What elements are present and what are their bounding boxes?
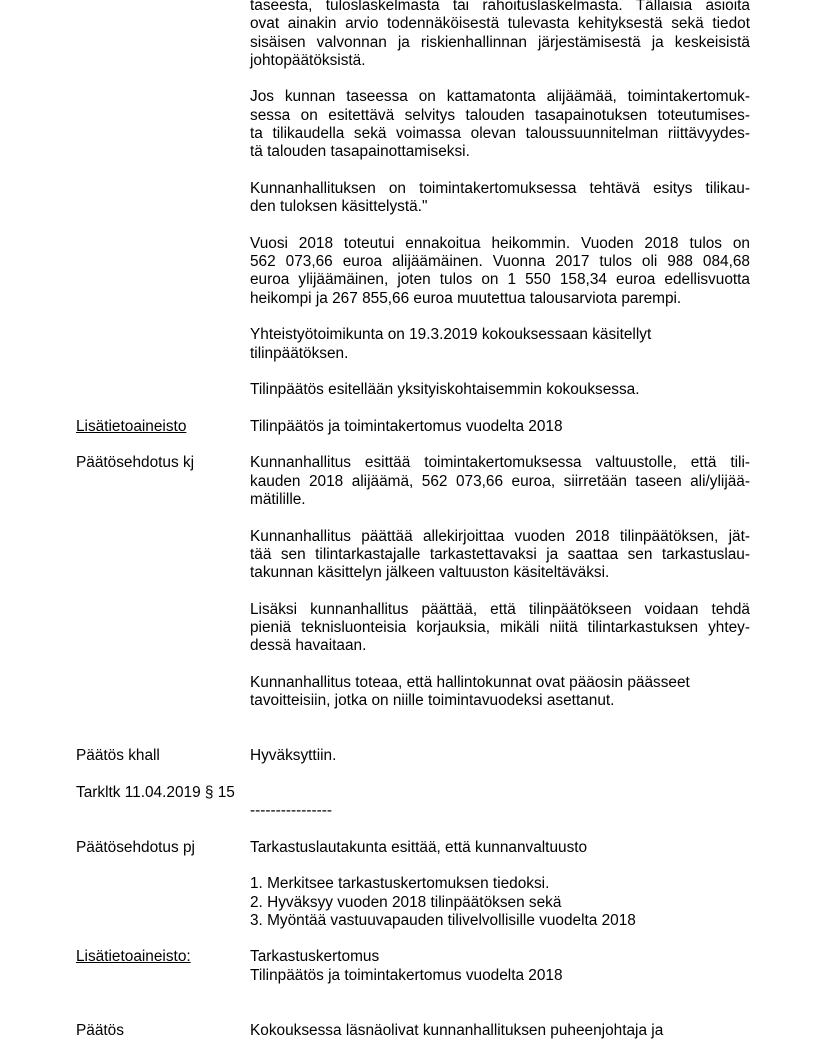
- text-line: sisäisen valvonnan ja riskienhallinnan järjestämisestä ja keskeisistä: [250, 33, 750, 51]
- text-line: Tilinpäätös esitellään yksityiskohtaisemmin kokouksessa.: [250, 381, 640, 399]
- intro-paragraph-4: [250, 235, 750, 308]
- intro-paragraph-5: [250, 326, 750, 363]
- intro-paragraph-6: [250, 381, 750, 399]
- intro-paragraph-1: [250, 0, 750, 70]
- kj-paragraph-3: [250, 601, 750, 656]
- paatosehdotus-pj-label: Päätösehdotus pj: [76, 838, 195, 856]
- lisatietoaineisto-label: Lisätietoaineisto: [76, 417, 187, 435]
- text-line: taseesta, tuloslaskelmasta tai rahoituslaskelmasta. Tällaisia asioita: [250, 0, 750, 14]
- list-item: 1. Merkitsee tarkastuskertomuksen tiedoksi.: [250, 875, 550, 893]
- lisatietoaineisto-2-section: [0, 948, 816, 985]
- text-line: takunnan käsittelyn jälkeen valtuuston käsiteltäväksi.: [250, 564, 610, 582]
- text-line: tää sen tilintarkastajalle tarkastettavaksi ja saattaa sen tarkastuslau-: [250, 545, 750, 563]
- intro-paragraph-2: [250, 88, 750, 161]
- text-line: Kunnanhallitus esittää toimintakertomuksessa valtuustolle, että tili-: [250, 454, 750, 472]
- text-line: johtopäätöksistä.: [250, 51, 366, 69]
- kj-paragraph-2: [250, 528, 750, 583]
- text-line: Kunnanhallitus toteaa, että hallintokunnat ovat pääosin päässeet: [250, 673, 690, 691]
- text-line: ta tilikaudella sekä voimassa olevan taloussuunnitelman riittävyydes-: [250, 125, 750, 143]
- text-line: Vuosi 2018 toteutui ennakoitua heikommin. Vuoden 2018 tulos on: [250, 234, 750, 252]
- text-line: mätilille.: [250, 491, 306, 509]
- text-line: euroa ylijäämäinen, joten tulos on 1 550 158,34 euroa edellisvuotta: [250, 271, 750, 289]
- text-line: tavoitteisiin, jotka on niille toimintavuodeksi asettanut.: [250, 692, 615, 710]
- text-line: Yhteistyötoimikunta on 19.3.2019 kokouksessaan käsitellyt: [250, 326, 652, 344]
- text-line: sessa on esitettävä selvitys talouden tasapainotuksen toteutumises-: [250, 106, 750, 124]
- text-line: heikompi ja 267 855,66 euroa muutettua talousarviota parempi.: [250, 289, 682, 307]
- tarkltk-label: Tarkltk 11.04.2019 § 15: [76, 783, 235, 801]
- attachment-line: Tarkastuskertomus: [250, 948, 380, 966]
- kj-paragraph-1: [250, 454, 750, 509]
- text-line: kauden 2018 alijäämä, 562 073,66 euroa, siirretään taseen ali/ylijää-: [250, 472, 750, 490]
- paatos-khall-text: Hyväksyttiin.: [250, 747, 337, 765]
- text-line: Kunnanhallitus päättää allekirjoittaa vuoden 2018 tilinpäätöksen, jät-: [250, 527, 750, 545]
- intro-paragraph-3: [250, 180, 750, 217]
- paatos-text: Kokouksessa läsnäolivat kunnanhallituksen puheenjohtaja ja: [250, 1021, 664, 1039]
- text-line: ovat ainakin arvio todennäköisestä tulevasta kehityksestä sekä tiedot: [250, 15, 750, 33]
- paatos-khall-label: Päätös khall: [76, 747, 160, 765]
- text-line: tilinpäätöksen.: [250, 344, 349, 362]
- text-line: den tuloksen käsittelystä.": [250, 198, 428, 216]
- attachment-line: Tilinpäätös ja toimintakertomus vuodelta 2018: [250, 966, 563, 984]
- separator-line: ----------------: [250, 802, 333, 820]
- paatosehdotus-kj-section: [0, 454, 816, 710]
- text-line: Kunnanhallituksen on toimintakertomuksessa tehtävä esitys tilikau-: [250, 179, 750, 197]
- text-line: Lisäksi kunnanhallitus päättää, että tilinpäätökseen voidaan tehdä: [250, 600, 750, 618]
- intro-section: [0, 0, 816, 400]
- text-line: dessä havaitaan.: [250, 637, 367, 655]
- lisatietoaineisto-section: [0, 418, 816, 436]
- paatos-section: [0, 1022, 816, 1040]
- list-item: 3. Myöntää vastuuvapauden tilivelvollisille vuodelta 2018: [250, 911, 636, 929]
- paatos-label: Päätös: [76, 1021, 124, 1039]
- paatosehdotus-pj-section: [0, 839, 816, 930]
- paatos-khall-section: [0, 747, 816, 765]
- list-item: 2. Hyväksyy vuoden 2018 tilinpäätöksen sekä: [250, 893, 562, 911]
- lisatietoaineisto-text: Tilinpäätös ja toimintakertomus vuodelta 2018: [250, 417, 563, 435]
- text-line: Jos kunnan taseessa on kattamatonta alijäämää, toimintakertomuk-: [250, 88, 750, 106]
- pj-intro-text: Tarkastuslautakunta esittää, että kunnanvaltuusto: [250, 838, 588, 856]
- text-line: tä talouden tasapainottamiseksi.: [250, 143, 470, 161]
- tarkltk-section: [0, 784, 816, 821]
- paatosehdotus-kj-label: Päätösehdotus kj: [76, 454, 195, 472]
- text-line: pieniä teknisluonteisia korjauksia, mikäli niitä tilintarkastuksen yhtey-: [250, 619, 750, 637]
- lisatietoaineisto-2-label: Lisätietoaineisto:: [76, 948, 191, 966]
- text-line: 562 073,66 euroa alijäämäinen. Vuonna 2017 tulos oli 988 084,68: [250, 253, 750, 271]
- kj-paragraph-4: [250, 674, 750, 711]
